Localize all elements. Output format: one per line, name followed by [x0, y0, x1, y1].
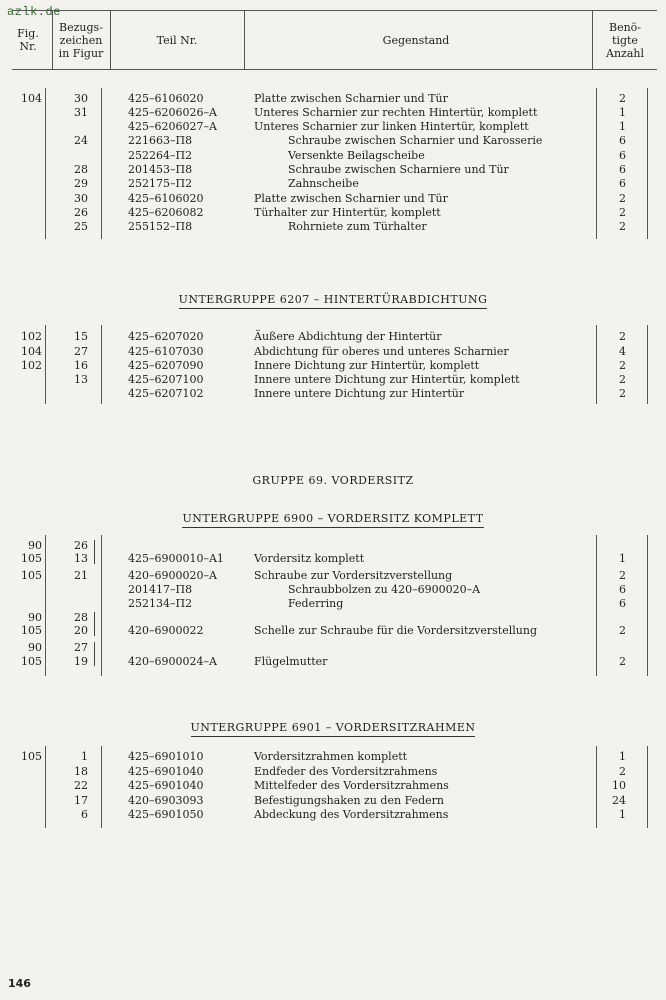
table-row [0, 764, 666, 779]
fig-number: 105 [21, 569, 42, 582]
quantity: 2 [619, 624, 626, 637]
part-description: Schraube zur Vordersitzverstellung [254, 569, 453, 582]
quantity: 1 [619, 120, 626, 133]
quantity: 2 [619, 359, 626, 372]
part-number: 425–6901040 [128, 765, 204, 778]
part-description: Schraube zwischen Scharnier und Karosserie [288, 134, 543, 147]
quantity: 1 [619, 552, 626, 565]
part-description: Rohrniete zum Türhalter [288, 220, 427, 233]
fig-number: 90 [28, 611, 42, 624]
table-row [0, 105, 666, 120]
fig-number: 105 [21, 624, 42, 637]
reference-number: 6 [81, 808, 88, 821]
fig-number: 102 [21, 330, 42, 343]
quantity: 2 [619, 655, 626, 668]
reference-number: 26 [74, 539, 88, 552]
table-row [0, 749, 666, 764]
section-title: UNTERGRUPPE 6900 – VORDERSITZ KOMPLETT [0, 512, 666, 525]
watermark: azlk.de [7, 5, 61, 19]
table-row [0, 640, 666, 655]
part-number: 425–6900010–A1 [128, 552, 224, 565]
part-description: Innere untere Dichtung zur Hintertür, komplett [254, 373, 520, 386]
part-number: 425–6207020 [128, 330, 204, 343]
group-title: GRUPPE 69. VORDERSITZ [252, 474, 414, 487]
fig-number: 105 [21, 655, 42, 668]
reference-number: 21 [74, 569, 88, 582]
part-number: 252264–П2 [128, 149, 193, 162]
reference-number: 27 [74, 641, 88, 654]
part-number: 425–6107030 [128, 345, 204, 358]
quantity: 1 [619, 750, 626, 763]
section-title: UNTERGRUPPE 6901 – VORDERSITZRAHMEN [0, 721, 666, 734]
table-row [0, 205, 666, 220]
table-row [0, 119, 666, 134]
part-description: Innere Dichtung zur Hintertür, komplett [254, 359, 480, 372]
part-number: 255152–П8 [128, 220, 193, 233]
table-row [0, 582, 666, 597]
part-number: 425–6901040 [128, 779, 204, 792]
part-description: Vordersitz komplett [254, 552, 365, 565]
part-description: Flügelmutter [254, 655, 328, 668]
quantity: 1 [619, 808, 626, 821]
reference-number: 20 [74, 624, 88, 637]
table-row [0, 551, 666, 566]
table-row [0, 162, 666, 177]
part-number: 420–6903093 [128, 794, 204, 807]
part-number: 201417–П8 [128, 583, 193, 596]
table-header [12, 10, 657, 70]
part-description: Platte zwischen Scharnier und Tür [254, 192, 448, 205]
fig-number: 104 [21, 92, 42, 105]
reference-number: 13 [74, 552, 88, 565]
part-description: Befestigungshaken zu den Federn [254, 794, 444, 807]
table-row [0, 793, 666, 808]
quantity: 4 [619, 345, 626, 358]
table-row [0, 568, 666, 583]
part-description: Schelle zur Schraube für die Vordersitzverstellung [254, 624, 537, 637]
part-description: Platte zwischen Scharnier und Tür [254, 92, 448, 105]
reference-number: 30 [74, 92, 88, 105]
reference-number: 29 [74, 177, 88, 190]
part-number: 425–6207102 [128, 387, 204, 400]
quantity: 2 [619, 206, 626, 219]
part-number: 221663–П8 [128, 134, 193, 147]
part-number: 252134–П2 [128, 597, 193, 610]
part-description: Vordersitzrahmen komplett [254, 750, 408, 763]
reference-number: 27 [74, 345, 88, 358]
part-number: 425–6206082 [128, 206, 204, 219]
reference-number: 30 [74, 192, 88, 205]
part-description: Zahnscheibe [288, 177, 359, 190]
reference-number: 18 [74, 765, 88, 778]
table-row [0, 654, 666, 669]
quantity: 1 [619, 106, 626, 119]
reference-number: 28 [74, 163, 88, 176]
fig-number: 102 [21, 359, 42, 372]
header-bezugszeichen: Bezugs- zeichen in Figur [58, 20, 104, 60]
quantity: 2 [619, 765, 626, 778]
reference-bracket [90, 540, 95, 564]
reference-number: 1 [81, 750, 88, 763]
table-row [0, 219, 666, 234]
quantity: 2 [619, 192, 626, 205]
part-number: 252175–П2 [128, 177, 193, 190]
quantity: 6 [619, 163, 626, 176]
reference-number: 22 [74, 779, 88, 792]
quantity: 6 [619, 149, 626, 162]
quantity: 2 [619, 330, 626, 343]
part-number: 420–6900024–A [128, 655, 217, 668]
part-description: Unteres Scharnier zur linken Hintertür, komplett [254, 120, 529, 133]
part-number: 425–6206027–A [128, 120, 217, 133]
part-description: Schraubbolzen zu 420–6900020–A [288, 583, 481, 596]
reference-number: 13 [74, 373, 88, 386]
reference-number: 31 [74, 106, 88, 119]
quantity: 6 [619, 134, 626, 147]
table-row [0, 91, 666, 106]
quantity: 6 [619, 583, 626, 596]
part-number: 201453–П8 [128, 163, 193, 176]
reference-bracket [90, 612, 95, 636]
quantity: 6 [619, 597, 626, 610]
table-row [0, 807, 666, 822]
header-teil-nr: Teil Nr. [156, 33, 198, 47]
quantity: 2 [619, 373, 626, 386]
part-description: Abdichtung für oberes und unteres Scharnier [254, 345, 509, 358]
quantity: 2 [619, 569, 626, 582]
reference-number: 25 [74, 220, 88, 233]
part-description: Innere untere Dichtung zur Hintertür [254, 387, 465, 400]
part-description: Türhalter zur Hintertür, komplett [254, 206, 441, 219]
table-row [0, 596, 666, 611]
part-description: Unteres Scharnier zur rechten Hintertür, komplett [254, 106, 538, 119]
reference-number: 17 [74, 794, 88, 807]
part-description: Abdeckung des Vordersitzrahmens [254, 808, 449, 821]
fig-number: 104 [21, 345, 42, 358]
part-number: 420–6900020–A [128, 569, 217, 582]
quantity: 24 [612, 794, 626, 807]
part-number: 425–6206026–A [128, 106, 217, 119]
table-row [0, 372, 666, 387]
reference-number: 19 [74, 655, 88, 668]
table-row [0, 386, 666, 401]
part-description: Versenkte Beilagscheibe [288, 149, 425, 162]
page-number: 146 [8, 977, 31, 990]
quantity: 2 [619, 92, 626, 105]
header-anzahl: Benö- tigte Anzahl [606, 20, 644, 60]
part-number: 425–6106020 [128, 192, 204, 205]
part-number: 425–6207090 [128, 359, 204, 372]
table-row [0, 176, 666, 191]
fig-number: 105 [21, 750, 42, 763]
reference-bracket [90, 642, 95, 666]
table-row [0, 148, 666, 163]
table-row [0, 133, 666, 148]
part-description: Äußere Abdichtung der Hintertür [254, 330, 442, 343]
part-number: 420–6900022 [128, 624, 204, 637]
part-description: Schraube zwischen Scharniere und Tür [288, 163, 509, 176]
reference-number: 26 [74, 206, 88, 219]
part-description: Federring [288, 597, 344, 610]
table-row [0, 344, 666, 359]
reference-number: 16 [74, 359, 88, 372]
quantity: 10 [612, 779, 626, 792]
part-description: Endfeder des Vordersitzrahmens [254, 765, 438, 778]
part-number: 425–6901010 [128, 750, 204, 763]
quantity: 2 [619, 387, 626, 400]
reference-number: 28 [74, 611, 88, 624]
table-row [0, 329, 666, 344]
table-row [0, 623, 666, 638]
quantity: 6 [619, 177, 626, 190]
fig-number: 90 [28, 539, 42, 552]
part-number: 425–6207100 [128, 373, 204, 386]
table-row [0, 778, 666, 793]
header-fig: Fig. Nr. [17, 27, 39, 53]
part-description: Mittelfeder des Vordersitzrahmens [254, 779, 449, 792]
table-row [0, 191, 666, 206]
reference-number: 15 [74, 330, 88, 343]
section-title: UNTERGRUPPE 6207 – HINTERTÜRABDICHTUNG [0, 293, 666, 306]
fig-number: 105 [21, 552, 42, 565]
part-number: 425–6106020 [128, 92, 204, 105]
header-gegenstand: Gegenstand [382, 33, 450, 47]
fig-number: 90 [28, 641, 42, 654]
quantity: 2 [619, 220, 626, 233]
table-row [0, 358, 666, 373]
part-number: 425–6901050 [128, 808, 204, 821]
reference-number: 24 [74, 134, 88, 147]
